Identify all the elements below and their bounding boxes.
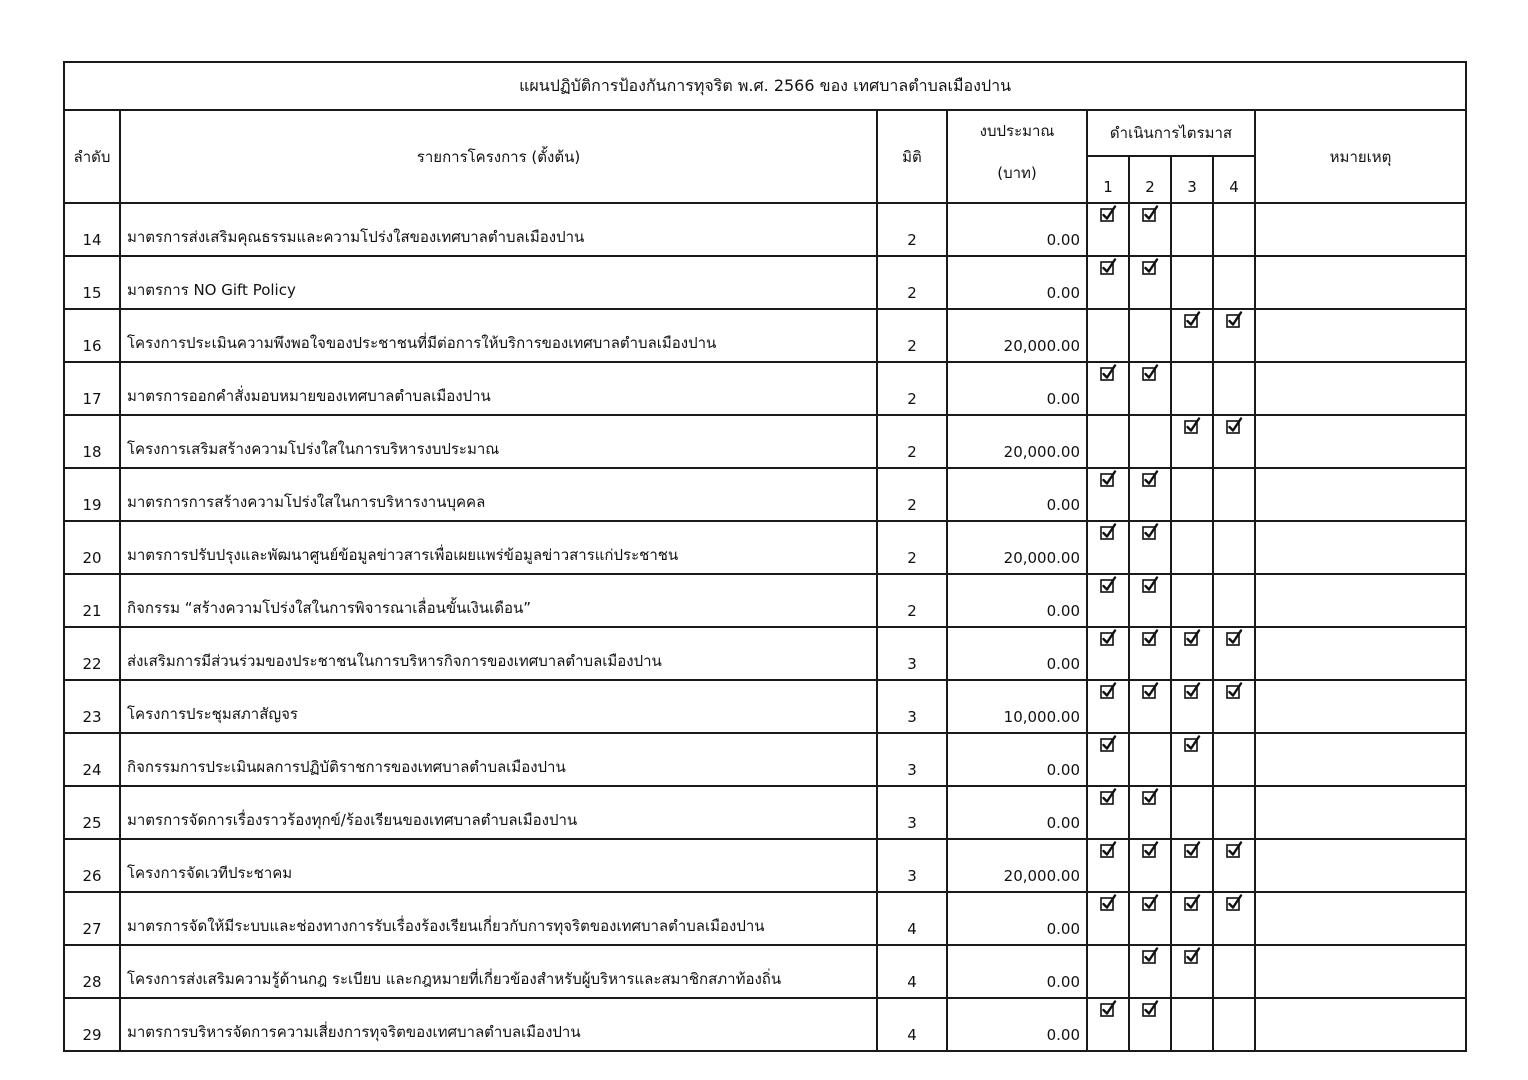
quarter-1-cell [1087, 945, 1129, 998]
checkbox-checked-icon [1099, 576, 1117, 594]
project-name: มาตรการออกคำสั่งมอบหมายของเทศบาลตำบลเมืองปาน [120, 362, 877, 415]
note-cell [1255, 733, 1466, 786]
dimension-value: 2 [877, 574, 947, 627]
quarter-3-cell [1171, 256, 1213, 309]
quarter-1-cell [1087, 574, 1129, 627]
note-cell [1255, 574, 1466, 627]
checkbox-checked-icon [1099, 1000, 1117, 1018]
quarter-3-cell [1171, 786, 1213, 839]
note-cell [1255, 627, 1466, 680]
project-name: มาตรการบริหารจัดการความเสี่ยงการทุจริตของเทศบาลตำบลเมืองปาน [120, 998, 877, 1051]
quarter-4-cell [1213, 574, 1255, 627]
budget-value: 10,000.00 [947, 680, 1087, 733]
dimension-value: 3 [877, 733, 947, 786]
project-name: โครงการประเมินความพึงพอใจของประชาชนที่มีต่อการให้บริการของเทศบาลตำบลเมืองปาน [120, 309, 877, 362]
checkbox-checked-icon [1099, 788, 1117, 806]
budget-value: 0.00 [947, 627, 1087, 680]
table-row [64, 786, 1466, 839]
table-row [64, 521, 1466, 574]
budget-value: 0.00 [947, 256, 1087, 309]
budget-value: 0.00 [947, 362, 1087, 415]
header-budget-label: งบประมาณ [979, 122, 1055, 140]
checkbox-checked-icon [1225, 841, 1243, 859]
header-project-name: รายการโครงการ (ตั้งต้น) [120, 110, 877, 203]
checkbox-checked-icon [1099, 258, 1117, 276]
quarter-4-cell [1213, 468, 1255, 521]
row-number: 21 [64, 574, 120, 627]
quarter-4-cell [1213, 680, 1255, 733]
budget-value: 0.00 [947, 468, 1087, 521]
budget-value: 20,000.00 [947, 415, 1087, 468]
project-name: โครงการจัดเวทีประชาคม [120, 839, 877, 892]
quarter-1-cell [1087, 309, 1129, 362]
row-number: 26 [64, 839, 120, 892]
quarter-3-cell [1171, 362, 1213, 415]
checkbox-checked-icon [1225, 682, 1243, 700]
checkbox-checked-icon [1141, 205, 1159, 223]
quarter-4-cell [1213, 415, 1255, 468]
row-number: 23 [64, 680, 120, 733]
table-body [64, 203, 1466, 1051]
quarter-3-cell [1171, 733, 1213, 786]
note-cell [1255, 362, 1466, 415]
quarter-2-cell [1129, 415, 1171, 468]
note-cell [1255, 256, 1466, 309]
checkbox-checked-icon [1141, 682, 1159, 700]
table-row [64, 892, 1466, 945]
header-q4: 4 [1213, 156, 1255, 203]
checkbox-checked-icon [1099, 364, 1117, 382]
header-budget [947, 110, 1087, 203]
quarter-2-cell [1129, 786, 1171, 839]
quarter-2-cell [1129, 680, 1171, 733]
project-name: มาตรการ NO Gift Policy [120, 256, 877, 309]
table-row [64, 415, 1466, 468]
quarter-1-cell [1087, 998, 1129, 1051]
row-number: 17 [64, 362, 120, 415]
budget-value: 20,000.00 [947, 521, 1087, 574]
row-number: 15 [64, 256, 120, 309]
header-no: ลำดับ [64, 110, 120, 203]
dimension-value: 4 [877, 945, 947, 998]
dimension-value: 2 [877, 309, 947, 362]
quarter-1-cell [1087, 256, 1129, 309]
project-name: มาตรการการสร้างความโปร่งใสในการบริหารงานบุคคล [120, 468, 877, 521]
project-name: โครงการประชุมสภาสัญจร [120, 680, 877, 733]
checkbox-checked-icon [1183, 947, 1201, 965]
note-cell [1255, 998, 1466, 1051]
note-cell [1255, 945, 1466, 998]
quarter-4-cell [1213, 733, 1255, 786]
table-row [64, 733, 1466, 786]
header-q1: 1 [1087, 156, 1129, 203]
row-number: 29 [64, 998, 120, 1051]
checkbox-checked-icon [1141, 947, 1159, 965]
project-name: โครงการเสริมสร้างความโปร่งใสในการบริหารงบประมาณ [120, 415, 877, 468]
quarter-2-cell [1129, 574, 1171, 627]
quarter-1-cell [1087, 521, 1129, 574]
quarter-2-cell [1129, 945, 1171, 998]
quarter-3-cell [1171, 309, 1213, 362]
quarter-3-cell [1171, 892, 1213, 945]
quarter-1-cell [1087, 892, 1129, 945]
checkbox-checked-icon [1141, 364, 1159, 382]
checkbox-checked-icon [1183, 682, 1201, 700]
header-quarters: ดำเนินการไตรมาส [1087, 110, 1255, 156]
quarter-3-cell [1171, 680, 1213, 733]
table-row [64, 574, 1466, 627]
quarter-1-cell [1087, 733, 1129, 786]
note-cell [1255, 680, 1466, 733]
checkbox-checked-icon [1183, 735, 1201, 753]
checkbox-checked-icon [1183, 894, 1201, 912]
budget-value: 0.00 [947, 574, 1087, 627]
checkbox-checked-icon [1141, 788, 1159, 806]
row-number: 25 [64, 786, 120, 839]
quarter-1-cell [1087, 203, 1129, 256]
quarter-2-cell [1129, 521, 1171, 574]
checkbox-checked-icon [1099, 205, 1117, 223]
quarter-3-cell [1171, 521, 1213, 574]
quarter-1-cell [1087, 627, 1129, 680]
table-row [64, 468, 1466, 521]
dimension-value: 4 [877, 998, 947, 1051]
quarter-1-cell [1087, 362, 1129, 415]
project-name: มาตรการปรับปรุงและพัฒนาศูนย์ข้อมูลข่าวสารเพื่อเผยแพร่ข้อมูลข่าวสารแก่ประชาชน [120, 521, 877, 574]
quarter-2-cell [1129, 892, 1171, 945]
checkbox-checked-icon [1225, 417, 1243, 435]
quarter-4-cell [1213, 786, 1255, 839]
table-row [64, 839, 1466, 892]
checkbox-checked-icon [1183, 841, 1201, 859]
dimension-value: 3 [877, 786, 947, 839]
header-q2: 2 [1129, 156, 1171, 203]
quarter-1-cell [1087, 839, 1129, 892]
project-name: กิจกรรมการประเมินผลการปฏิบัติราชการของเทศบาลตำบลเมืองปาน [120, 733, 877, 786]
quarter-3-cell [1171, 998, 1213, 1051]
row-number: 27 [64, 892, 120, 945]
checkbox-checked-icon [1099, 894, 1117, 912]
quarter-4-cell [1213, 362, 1255, 415]
dimension-value: 3 [877, 680, 947, 733]
note-cell [1255, 468, 1466, 521]
checkbox-checked-icon [1183, 311, 1201, 329]
note-cell [1255, 892, 1466, 945]
dimension-value: 2 [877, 256, 947, 309]
quarter-4-cell [1213, 892, 1255, 945]
row-number: 20 [64, 521, 120, 574]
quarter-4-cell [1213, 203, 1255, 256]
note-cell [1255, 203, 1466, 256]
quarter-2-cell [1129, 256, 1171, 309]
budget-value: 0.00 [947, 998, 1087, 1051]
budget-value: 0.00 [947, 892, 1087, 945]
quarter-4-cell [1213, 839, 1255, 892]
checkbox-checked-icon [1099, 629, 1117, 647]
header-dimension: มิติ [877, 110, 947, 203]
checkbox-checked-icon [1225, 629, 1243, 647]
project-name: มาตรการส่งเสริมคุณธรรมและความโปร่งใสของเทศบาลตำบลเมืองปาน [120, 203, 877, 256]
table-row [64, 627, 1466, 680]
quarter-3-cell [1171, 574, 1213, 627]
budget-value: 0.00 [947, 945, 1087, 998]
checkbox-checked-icon [1183, 417, 1201, 435]
quarter-2-cell [1129, 362, 1171, 415]
dimension-value: 2 [877, 521, 947, 574]
row-number: 19 [64, 468, 120, 521]
quarter-4-cell [1213, 627, 1255, 680]
quarter-3-cell [1171, 839, 1213, 892]
row-number: 18 [64, 415, 120, 468]
budget-value: 20,000.00 [947, 309, 1087, 362]
budget-value: 0.00 [947, 733, 1087, 786]
table-row [64, 309, 1466, 362]
quarter-1-cell [1087, 680, 1129, 733]
row-number: 22 [64, 627, 120, 680]
note-cell [1255, 521, 1466, 574]
quarter-3-cell [1171, 415, 1213, 468]
quarter-1-cell [1087, 468, 1129, 521]
quarter-4-cell [1213, 256, 1255, 309]
header-q3: 3 [1171, 156, 1213, 203]
checkbox-checked-icon [1225, 894, 1243, 912]
quarter-2-cell [1129, 839, 1171, 892]
quarter-4-cell [1213, 521, 1255, 574]
project-name: โครงการส่งเสริมความรู้ด้านกฎ ระเบียบ และกฎหมายที่เกี่ยวข้องสำหรับผู้บริหารและสมาชิกสภาท้องถิ่น [120, 945, 877, 998]
dimension-value: 2 [877, 203, 947, 256]
quarter-1-cell [1087, 415, 1129, 468]
quarter-2-cell [1129, 309, 1171, 362]
dimension-value: 3 [877, 627, 947, 680]
quarter-1-cell [1087, 786, 1129, 839]
header-note: หมายเหตุ [1255, 110, 1466, 203]
dimension-value: 2 [877, 468, 947, 521]
checkbox-checked-icon [1099, 682, 1117, 700]
row-number: 16 [64, 309, 120, 362]
quarter-2-cell [1129, 627, 1171, 680]
checkbox-checked-icon [1141, 470, 1159, 488]
checkbox-checked-icon [1099, 523, 1117, 541]
note-cell [1255, 415, 1466, 468]
quarter-3-cell [1171, 468, 1213, 521]
budget-value: 0.00 [947, 203, 1087, 256]
row-number: 24 [64, 733, 120, 786]
quarter-2-cell [1129, 468, 1171, 521]
checkbox-checked-icon [1141, 576, 1159, 594]
quarter-4-cell [1213, 309, 1255, 362]
checkbox-checked-icon [1099, 841, 1117, 859]
dimension-value: 4 [877, 892, 947, 945]
quarter-2-cell [1129, 733, 1171, 786]
budget-value: 20,000.00 [947, 839, 1087, 892]
checkbox-checked-icon [1141, 523, 1159, 541]
anti-corruption-plan-table [63, 61, 1467, 1052]
quarter-4-cell [1213, 945, 1255, 998]
dimension-value: 3 [877, 839, 947, 892]
checkbox-checked-icon [1141, 258, 1159, 276]
checkbox-checked-icon [1141, 1000, 1159, 1018]
row-number: 28 [64, 945, 120, 998]
project-name: กิจกรรม “สร้างความโปร่งใสในการพิจารณาเลื่อนขั้นเงินเดือน” [120, 574, 877, 627]
project-name: มาตรการจัดให้มีระบบและช่องทางการรับเรื่องร้องเรียนเกี่ยวกับการทุจริตของเทศบาลตำบลเมืองปาน [120, 892, 877, 945]
table-row [64, 998, 1466, 1051]
checkbox-checked-icon [1141, 841, 1159, 859]
table-row [64, 203, 1466, 256]
row-number: 14 [64, 203, 120, 256]
checkbox-checked-icon [1099, 735, 1117, 753]
checkbox-checked-icon [1183, 629, 1201, 647]
project-name: มาตรการจัดการเรื่องราวร้องทุกข์/ร้องเรียนของเทศบาลตำบลเมืองปาน [120, 786, 877, 839]
quarter-4-cell [1213, 998, 1255, 1051]
checkbox-checked-icon [1099, 470, 1117, 488]
quarter-3-cell [1171, 203, 1213, 256]
note-cell [1255, 786, 1466, 839]
table-row [64, 362, 1466, 415]
checkbox-checked-icon [1225, 311, 1243, 329]
dimension-value: 2 [877, 415, 947, 468]
table-row [64, 680, 1466, 733]
header-budget-unit: (บาท) [997, 164, 1037, 182]
checkbox-checked-icon [1141, 629, 1159, 647]
budget-value: 0.00 [947, 786, 1087, 839]
project-name: ส่งเสริมการมีส่วนร่วมของประชาชนในการบริหารกิจการของเทศบาลตำบลเมืองปาน [120, 627, 877, 680]
table-row [64, 256, 1466, 309]
checkbox-checked-icon [1141, 894, 1159, 912]
quarter-3-cell [1171, 627, 1213, 680]
quarter-2-cell [1129, 203, 1171, 256]
quarter-2-cell [1129, 998, 1171, 1051]
note-cell [1255, 839, 1466, 892]
quarter-3-cell [1171, 945, 1213, 998]
dimension-value: 2 [877, 362, 947, 415]
table-row [64, 945, 1466, 998]
table-title: แผนปฏิบัติการป้องกันการทุจริต พ.ศ. 2566 ของ เทศบาลตำบลเมืองปาน [64, 62, 1466, 110]
note-cell [1255, 309, 1466, 362]
